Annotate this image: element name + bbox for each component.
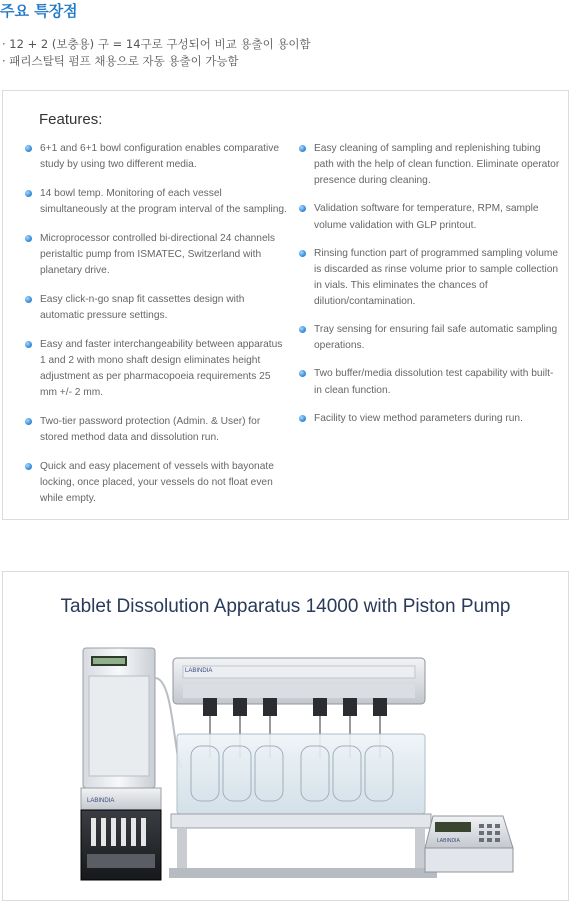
bullet-icon — [25, 145, 32, 152]
feature-line: while empty. — [40, 493, 96, 505]
summary-line: · 패리스탈틱 펌프 채용으로 자동 용출이 가능함 — [2, 54, 239, 68]
feature-item — [25, 292, 295, 324]
feature-line: study by using two different media. — [40, 159, 197, 171]
product-photo — [73, 638, 523, 888]
features-panel — [2, 90, 569, 520]
feature-item — [299, 141, 564, 190]
feature-line: in vials. This eliminates the chances of — [314, 280, 488, 292]
bullet-icon — [299, 415, 306, 422]
bullet-icon — [25, 190, 32, 197]
feature-item — [299, 411, 564, 427]
bullet-icon — [25, 341, 32, 348]
feature-line: peristaltic pump from ISMATEC, Switzerland with — [40, 249, 262, 261]
bullet-icon — [25, 418, 32, 425]
summary-line: · 12 + 2 (보충용) 구 = 14구로 구성되어 비교 용출이 용이함 — [2, 37, 311, 51]
feature-line: operations. — [314, 340, 365, 352]
feature-line: in clean function. — [314, 384, 391, 396]
controller-unit — [425, 816, 513, 872]
feature-line: Tray sensing for ensuring fail safe automatic sampling — [314, 324, 558, 336]
bullet-icon — [299, 250, 306, 257]
bullet-icon — [299, 326, 306, 333]
feature-line: Facility to view method parameters during run. — [314, 412, 523, 424]
feature-line: volume validation with GLP printout. — [314, 219, 477, 231]
feature-line: 14 bowl temp. Monitoring of each vessel — [40, 187, 222, 199]
features-column-left — [25, 141, 295, 520]
feature-line: adjustment as per pharmacopoeia requirements 25 — [40, 371, 271, 383]
product-panel — [2, 571, 569, 901]
svg-text:LABINDIA: LABINDIA — [87, 798, 115, 804]
feature-item — [25, 231, 295, 280]
feature-line: Easy click-n-go snap fit cassettes design with — [40, 293, 245, 305]
feature-item — [25, 186, 295, 218]
bullet-icon — [25, 296, 32, 303]
feature-line: locking, once placed, your vessels do not float even — [40, 477, 273, 489]
bullet-icon — [299, 370, 306, 377]
feature-line: Validation software for temperature, RPM, sample — [314, 203, 539, 215]
feature-line: Two buffer/media dissolution test capability with built- — [314, 368, 554, 380]
feature-line: Quick and easy placement of vessels with bayonate — [40, 461, 274, 473]
feature-line: dilution/contamination. — [314, 296, 416, 308]
feature-item — [25, 459, 295, 508]
feature-line: mm +/- 2 mm. — [40, 387, 104, 399]
dissolution-bath-unit — [169, 658, 437, 878]
feature-line: Microprocessor controlled bi-directional 24 channels — [40, 232, 275, 244]
feature-item — [25, 141, 295, 173]
feature-line: simultaneously at the program interval of the sampling. — [40, 204, 287, 216]
bullet-icon — [299, 145, 306, 152]
features-column-right — [299, 141, 564, 439]
bullet-icon — [25, 463, 32, 470]
section-title: 주요 특장점 — [0, 2, 78, 20]
feature-item — [299, 322, 564, 354]
feature-line: automatic pressure settings. — [40, 310, 168, 322]
feature-line: 6+1 and 6+1 bowl configuration enables comparative — [40, 143, 280, 154]
feature-line: is discarded as rinse volume prior to sample collection — [314, 263, 559, 275]
feature-line: Easy cleaning of sampling and replenishing tubing — [314, 143, 541, 154]
feature-line: Two-tier password protection (Admin. & User) for — [40, 416, 261, 428]
feature-item — [25, 337, 295, 402]
feature-line: path with the help of clean function. Eliminate operator — [314, 159, 560, 171]
feature-line: 1 and 2 with mono shaft design eliminates height — [40, 355, 261, 367]
product-title: Tablet Dissolution Apparatus 14000 with Piston Pump — [60, 596, 511, 617]
svg-text:LABINDIA: LABINDIA — [185, 668, 213, 674]
feature-item — [299, 246, 564, 311]
feature-item — [299, 366, 564, 398]
piston-pump-unit — [81, 648, 161, 880]
features-heading: Features: — [39, 111, 103, 128]
feature-item — [25, 414, 295, 446]
feature-line: Easy and faster interchangeability between apparatus — [40, 338, 283, 350]
svg-text:LABINDIA: LABINDIA — [437, 838, 460, 844]
bullet-icon — [25, 235, 32, 242]
bullet-icon — [299, 205, 306, 212]
feature-line: stored method data and dissolution run. — [40, 432, 219, 444]
feature-line: planetary drive. — [40, 265, 110, 277]
feature-item — [299, 201, 564, 233]
feature-line: Rinsing function part of programmed sampling volume — [314, 247, 559, 259]
summary-list — [2, 36, 311, 70]
feature-line: presence during cleaning. — [314, 175, 431, 187]
